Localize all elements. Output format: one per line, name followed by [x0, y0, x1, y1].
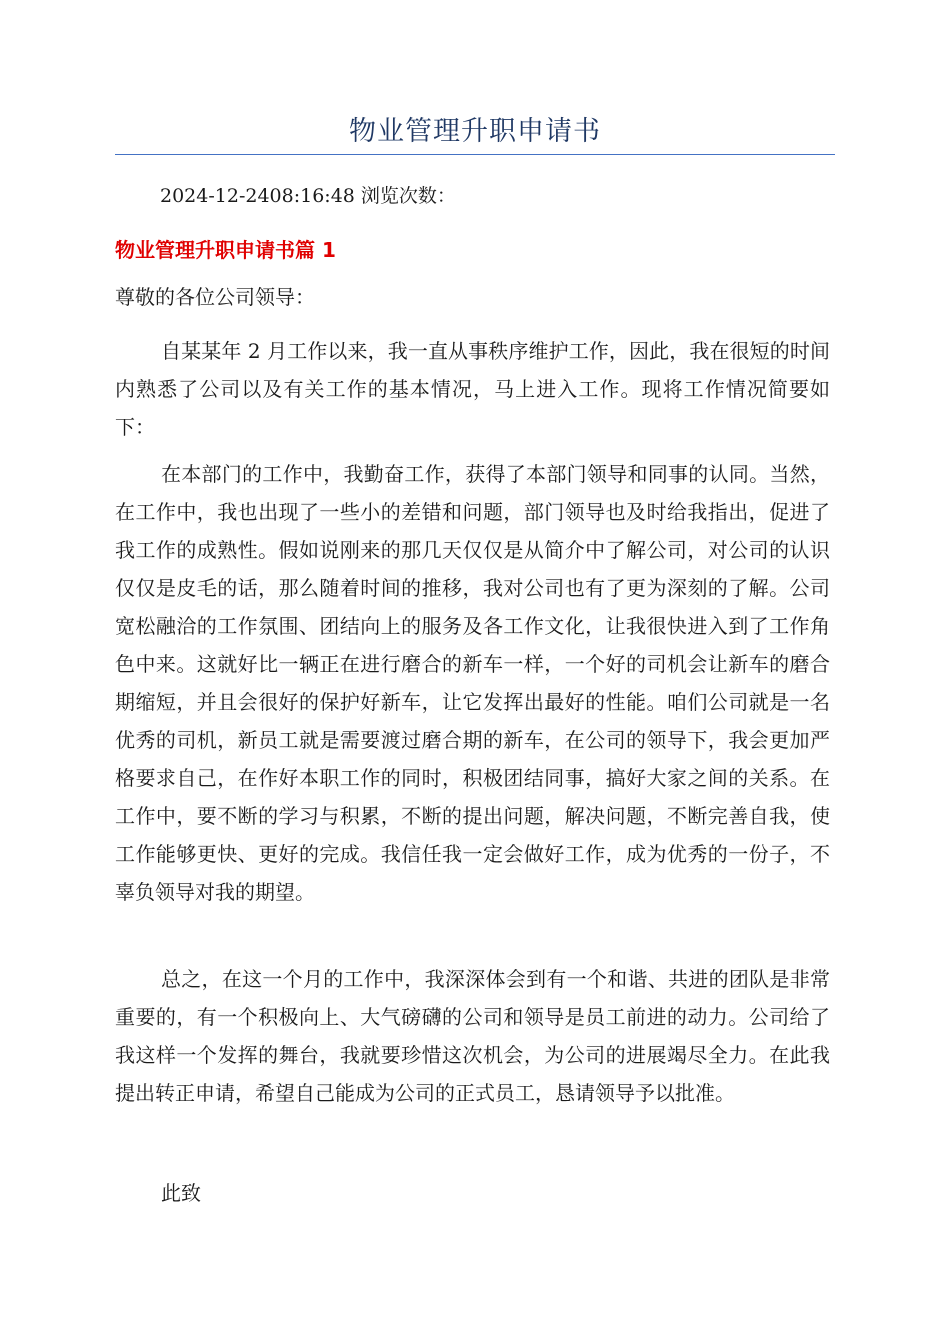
- closing-line: 此致: [161, 1181, 201, 1205]
- title-divider: [115, 154, 835, 155]
- meta-line: 2024-12-2408:16:48 浏览次数：: [160, 185, 456, 207]
- section-heading: 物业管理升职申请书篇 1: [115, 238, 336, 262]
- salutation: 尊敬的各位公司领导：: [115, 285, 315, 309]
- body-paragraph: 总之，在这一个月的工作中，我深深体会到有一个和谐、共进的团队是非常重要的，有一个积极向上、大气磅礴的公司和领导是员工前进的动力。公司给了我这样一个发挥的舞台，我就要珍惜这次机会，为公司的进展竭尽全力。在此我提出转正申请，希望自己能成为公司的正式员工，恳请领导予以批准。: [115, 967, 830, 1105]
- document-title: 物业管理升职申请书: [349, 116, 601, 147]
- body-paragraph: 在本部门的工作中，我勤奋工作，获得了本部门领导和同事的认同。当然，在工作中，我也出现了一些小的差错和问题，部门领导也及时给我指出，促进了我工作的成熟性。假如说刚来的那几天仅仅是从简介中了解公司，对公司的认识仅仅是皮毛的话，那么随着时间的推移，我对公司也有了更为深刻的了解。公司宽松融洽的工作氛围、团结向上的服务及各工作文化，让我很快进入到了工作角色中来。这就好比一辆正在进行磨合的新车一样，一个好的司机会让新车的磨合期缩短，并且会很好的保护好新车，让它发挥出最好的性能。咱们公司就是一名优秀的司机，新员工就是需要渡过磨合期的新车，在公司的领导下，我会更加严格要求自己，在作好本职工作的同时，积极团结同事，搞好大家之间的关系。在工作中，要不断的学习与积累，不断的提出问题，解决问题，不断完善自我，使工作能够更快、更好的完成。我信任我一定会做好工作，成为优秀的一份子，不辜负领导对我的期望。: [115, 462, 830, 904]
- body-paragraph: 自某某年 2 月工作以来，我一直从事秩序维护工作，因此，我在很短的时间内熟悉了公司以及有关工作的基本情况，马上进入工作。现将工作情况简要如下：: [115, 339, 830, 439]
